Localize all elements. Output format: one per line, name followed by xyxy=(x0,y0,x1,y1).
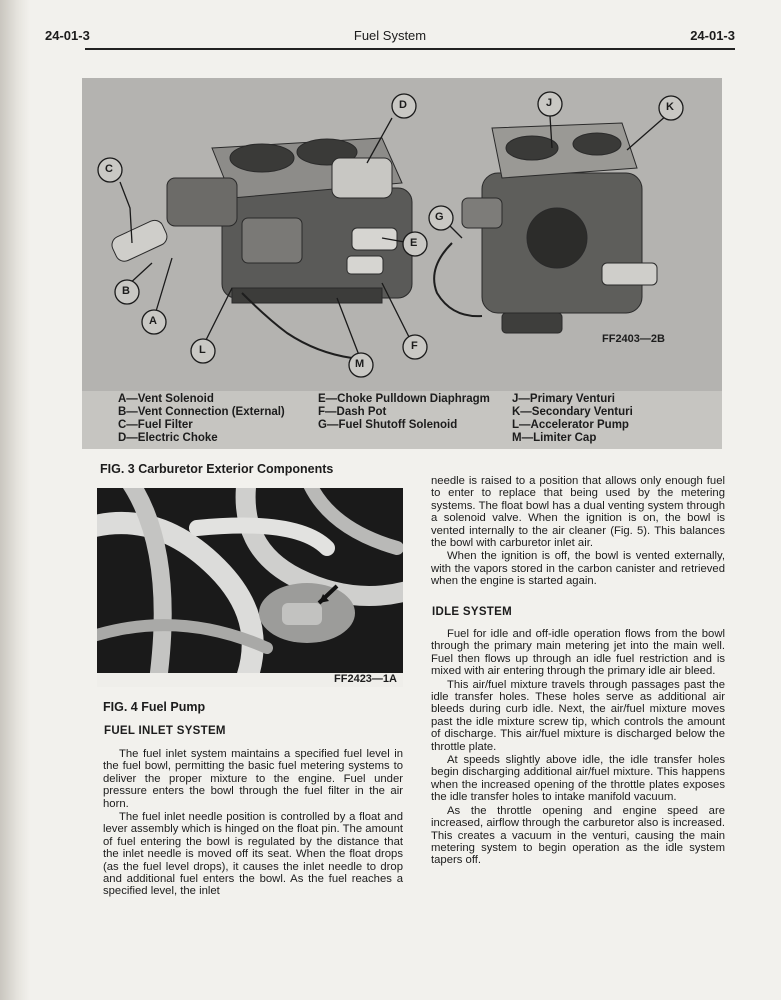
idle-system-body xyxy=(431,628,725,868)
legend-column-3 xyxy=(512,393,633,445)
fuel-inlet-body xyxy=(103,748,403,899)
callout-j: J xyxy=(546,97,553,109)
callout-l: L xyxy=(199,344,206,356)
fuel-pump-illustration xyxy=(97,488,403,673)
legend-item: J—Primary Venturi xyxy=(512,393,615,405)
legend-item: C—Fuel Filter xyxy=(118,419,193,431)
idle-system-heading: IDLE SYSTEM xyxy=(432,606,512,618)
legend-item: K—Secondary Venturi xyxy=(512,406,633,418)
legend-item: E—Choke Pulldown Diaphragm xyxy=(318,393,490,405)
section-number-left: 24-01-3 xyxy=(45,28,90,43)
legend-item: B—Vent Connection (External) xyxy=(118,406,285,418)
paragraph: The fuel inlet system maintains a specified fuel level in the fuel bowl, permitting the basic fuel metering systems to deliver the proper mixture to the engine. Fuel under pressure enters the bowl through the fuel filter in the air horn. xyxy=(103,748,403,810)
legend-item: G—Fuel Shutoff Solenoid xyxy=(318,419,458,431)
header-rule xyxy=(85,48,735,50)
paragraph: needle is raised to a position that allows only enough fuel to enter to replace that being used by the metering systems. The float bowl has a dual venting system through a solenoid valve. When the ignition is on, the bowl is vented internally to the air cleaner (Fig. 5). This balances the bowl with carburetor inlet air. xyxy=(431,475,725,550)
paragraph: The fuel inlet needle position is controlled by a float and lever assembly which is hinged on the float pin. The amount of fuel entering the bowl is regulated by the distance that the inlet needle is moved off its seat. When the float drops (as the fuel level drops), it causes the inlet needle to drop and additional fuel enters the bowl. As the fuel reaches a specified level, the inlet xyxy=(103,811,403,898)
legend-item: D—Electric Choke xyxy=(118,432,218,444)
figure-4-code-bar xyxy=(97,673,403,687)
callout-m: M xyxy=(355,358,365,370)
legend-item: F—Dash Pot xyxy=(318,406,387,418)
page-header xyxy=(45,26,735,48)
callout-d: D xyxy=(399,99,407,111)
figure-3-caption: FIG. 3 Carburetor Exterior Components xyxy=(100,462,334,476)
figure-3-legend xyxy=(82,391,722,449)
fuel-inlet-heading: FUEL INLET SYSTEM xyxy=(104,725,226,737)
legend-column-2 xyxy=(318,393,490,432)
callout-c: C xyxy=(105,163,113,175)
paragraph: Fuel for idle and off-idle operation flows from the bowl through the primary main metering jet into the main well. Fuel then flows up through an idle fuel restriction and is mixed with air entering through the primary idle air bleed. xyxy=(431,628,725,678)
fuel-inlet-continuation xyxy=(431,475,725,589)
callout-a: A xyxy=(149,315,157,327)
book-binding-edge xyxy=(0,0,30,1000)
legend-item: M—Limiter Cap xyxy=(512,432,597,444)
callout-b: B xyxy=(122,285,130,297)
legend-column-1 xyxy=(118,393,285,445)
callout-f: F xyxy=(411,340,418,352)
paragraph: When the ignition is off, the bowl is vented externally, with the vapors stored in the carbon canister and retrieved when the engine is started again. xyxy=(431,550,725,588)
callout-k: K xyxy=(666,101,674,113)
callout-e: E xyxy=(410,237,418,249)
callout-g: G xyxy=(435,211,444,223)
figure-3-photo xyxy=(82,78,722,391)
figure-4-code: FF2423—1A xyxy=(334,673,397,685)
paragraph: As the throttle opening and engine speed are increased, airflow through the carburetor also is increased. This creates a vacuum in the venturi, causing the main metering system to begin operation as the idle system tapers off. xyxy=(431,804,725,867)
figure-4-photo xyxy=(97,488,403,673)
legend-item: L—Accelerator Pump xyxy=(512,419,629,431)
section-number-right: 24-01-3 xyxy=(690,28,735,43)
figure-4-caption: FIG. 4 Fuel Pump xyxy=(103,700,206,714)
figure-3-code: FF2403—2B xyxy=(602,333,665,345)
paragraph: At speeds slightly above idle, the idle transfer holes begin discharging additional air/fuel mixture. This happens when the increased opening of the throttle plates exposes the idle transfer holes to intake manifold vacuum. xyxy=(431,754,725,804)
page-title: Fuel System xyxy=(353,28,427,43)
paragraph: This air/fuel mixture travels through passages past the idle transfer holes. These holes serve as additional air bleeds during curb idle. Next, the air/fuel mixture moves past the idle mixture screw tip, which controls the amount of discharge. This air/fuel mixture is discharged below the throttle plate. xyxy=(431,678,725,753)
legend-item: A—Vent Solenoid xyxy=(118,393,214,405)
